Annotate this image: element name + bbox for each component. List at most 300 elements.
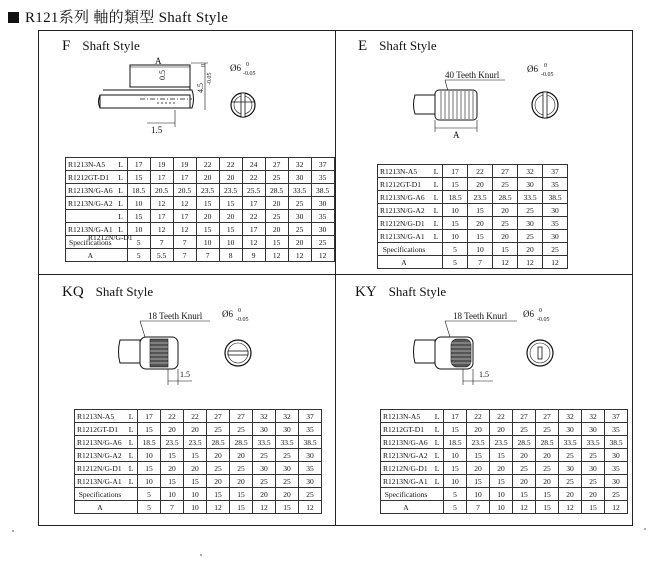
table-cell: 20 [518, 243, 543, 256]
table-cell: 20 [230, 475, 253, 488]
dim-kq-dia: Ø6 [222, 309, 233, 319]
table-cell: 20 [219, 210, 242, 223]
table-cell: 22 [468, 165, 493, 178]
table-cell: 10 [138, 475, 161, 488]
table-cell: 15 [444, 462, 467, 475]
table-cell: 5 [138, 501, 161, 514]
table-cell: 7 [150, 236, 173, 249]
scan-speck [644, 528, 646, 530]
row-unit [115, 249, 128, 262]
table-cell: 12 [518, 256, 543, 269]
table-cell: 32 [518, 165, 543, 178]
table-row [381, 449, 628, 462]
table-cell: 35 [299, 423, 322, 436]
table-cell: 15 [161, 475, 184, 488]
row-label-text: Specifications [69, 237, 112, 247]
table-cell: 15 [127, 210, 150, 223]
panel-kq-title [62, 284, 153, 301]
table-row [378, 204, 568, 217]
table-cell: 25 [230, 423, 253, 436]
table-cell: 15 [127, 171, 150, 184]
table-cell: 17 [444, 410, 467, 423]
table-cell: 10 [468, 243, 493, 256]
table-cell: 33.5 [288, 184, 311, 197]
table-kq [74, 409, 322, 514]
table-row [75, 501, 322, 514]
table-cell: 25 [559, 475, 582, 488]
table-cell: 25 [518, 230, 543, 243]
table-cell: 10 [443, 204, 468, 217]
table-cell: 10 [443, 230, 468, 243]
dim-f-len-tol-top: 0 [201, 64, 207, 67]
table-row [378, 191, 568, 204]
table-cell: 15 [138, 423, 161, 436]
row-label [66, 233, 133, 249]
row-label: R1213N/G-A1 [381, 475, 432, 488]
row-label: R1213N/G-A6 [75, 436, 126, 449]
table-row [378, 165, 568, 178]
table-cell: 18.5 [138, 436, 161, 449]
table-cell: 25 [536, 462, 559, 475]
dim-ky-dia: Ø6 [523, 309, 534, 319]
table-cell: 5 [443, 243, 468, 256]
table-cell: 35 [299, 462, 322, 475]
table-cell: 25 [605, 488, 628, 501]
square-bullet-icon [8, 12, 19, 23]
table-cell: 35 [311, 171, 334, 184]
panel-f-title-text: Shaft Style [82, 38, 140, 53]
table-cell: 23.5 [184, 436, 207, 449]
table-cell: 10 [490, 501, 513, 514]
table-row [75, 449, 322, 462]
panel-e-code: E [358, 38, 368, 54]
row-unit: L [115, 171, 128, 184]
table-cell: 7 [467, 501, 490, 514]
table-cell: 10 [161, 488, 184, 501]
table-cell: 12 [265, 249, 288, 262]
row-unit: L [430, 165, 443, 178]
table-cell: 22 [219, 158, 242, 171]
row-label: R1213N/G-A2 [381, 449, 432, 462]
table-cell: 10 [444, 449, 467, 462]
table-cell: 22 [242, 210, 265, 223]
table-cell: 22 [184, 410, 207, 423]
row-label: R1213N/G-A6 [66, 184, 115, 197]
dim-f-a: A [155, 56, 162, 66]
table-cell: 22 [242, 171, 265, 184]
table-cell: 10 [184, 488, 207, 501]
table-cell: 20.5 [173, 184, 196, 197]
table-cell: 27 [513, 410, 536, 423]
shaft-kq-drawing [110, 305, 280, 395]
table-cell: 15 [536, 488, 559, 501]
table-cell: 15 [276, 501, 299, 514]
panel-divider-vertical [335, 30, 336, 526]
table-cell: 15 [467, 449, 490, 462]
table-cell: 30 [299, 475, 322, 488]
table-cell: 35 [543, 178, 568, 191]
table-cell: 28.5 [207, 436, 230, 449]
table-cell: 12 [242, 236, 265, 249]
table-cell: 20 [467, 423, 490, 436]
table-cell: 20 [219, 171, 242, 184]
table-cell: 15 [468, 230, 493, 243]
table-cell: 25 [543, 243, 568, 256]
table-cell: 17 [127, 158, 150, 171]
table-cell: 25 [265, 171, 288, 184]
table-cell: 30 [582, 462, 605, 475]
row-label: R1212GT-D1 [381, 423, 432, 436]
row-label: R1213N/G-A1 [378, 230, 431, 243]
table-cell: 20 [467, 462, 490, 475]
row-label: A [66, 249, 115, 262]
table-cell: 12 [150, 223, 173, 236]
table-cell: 10 [490, 488, 513, 501]
shaft-e-drawing [405, 60, 605, 150]
row-unit: L [430, 217, 443, 230]
table-cell: 15 [230, 501, 253, 514]
table-cell: 25 [207, 462, 230, 475]
table-cell: 35 [605, 423, 628, 436]
table-cell: 7 [196, 249, 219, 262]
table-cell: 15 [196, 197, 219, 210]
row-unit: L [430, 204, 443, 217]
shaft-f-body [99, 95, 191, 108]
row-unit [430, 256, 443, 269]
table-cell: 33.5 [253, 436, 276, 449]
table-row [75, 410, 322, 423]
row-unit: L [115, 158, 128, 171]
table-cell: 25 [276, 449, 299, 462]
frame-right-border [632, 30, 633, 526]
table-cell: 12 [207, 501, 230, 514]
table-cell: 20 [536, 449, 559, 462]
dim-e-dia: Ø6 [527, 64, 538, 74]
table-row [66, 184, 335, 197]
e-knurl-label: 40 Teeth Knurl [445, 70, 500, 80]
row-unit: L [115, 223, 128, 236]
table-cell: 30 [518, 217, 543, 230]
row-label: R1213N-A5 [381, 410, 432, 423]
shaft-f-drawing [95, 55, 315, 145]
row-label: R1212GT-D1 [75, 423, 126, 436]
table-cell: 35 [605, 462, 628, 475]
table-cell: 25 [536, 423, 559, 436]
dim-f-flat: 1.5 [151, 125, 163, 135]
table-cell: 28.5 [265, 184, 288, 197]
table-cell: 22 [490, 410, 513, 423]
table-cell: 25 [265, 210, 288, 223]
table-cell: 25 [230, 462, 253, 475]
table-cell: 25 [559, 449, 582, 462]
table-cell: 5 [138, 488, 161, 501]
panel-e-title-text: Shaft Style [379, 38, 437, 53]
row-unit: L [125, 436, 138, 449]
table-cell: 12 [253, 501, 276, 514]
row-label: R1212GT-D1 [378, 178, 431, 191]
row-label: R1213N-A5 [66, 158, 115, 171]
table-cell: 12 [543, 256, 568, 269]
table-cell: 25 [288, 223, 311, 236]
row-label: A [75, 501, 126, 514]
dim-kq-dia-tol-bot: -0.05 [236, 317, 249, 323]
row-label: R1212N/G-D1 [75, 462, 126, 475]
dim-f-len-tol: -0.05 [207, 72, 213, 85]
shaft-ky-drawing [405, 305, 575, 395]
page-title-text: R121系列 軸的類型 Shaft Style [25, 10, 229, 26]
table-row [378, 230, 568, 243]
table-cell: 17 [150, 210, 173, 223]
table-row [75, 475, 322, 488]
table-cell: 10 [444, 475, 467, 488]
table-cell: 20 [559, 488, 582, 501]
table-cell: 20 [513, 449, 536, 462]
row-label: R1213N/G-A2 [378, 204, 431, 217]
shaft-f-flat-outline [103, 65, 190, 90]
table-cell: 20 [265, 223, 288, 236]
table-cell: 30 [518, 178, 543, 191]
table-f [65, 157, 335, 262]
table-cell: 27 [265, 158, 288, 171]
table-cell: 17 [173, 210, 196, 223]
table-row [66, 249, 335, 262]
scan-speck [200, 554, 202, 556]
row-unit: L [115, 197, 128, 210]
table-cell: 28.5 [230, 436, 253, 449]
panel-f-code: F [62, 38, 71, 54]
table-cell: 7 [173, 249, 196, 262]
dim-e-a: A [453, 130, 460, 140]
table-cell: 30 [253, 423, 276, 436]
row-label: R1213N/G-A2 [75, 449, 126, 462]
table-row [381, 501, 628, 514]
table-cell: 12 [150, 197, 173, 210]
table-cell: 30 [299, 449, 322, 462]
table-row [381, 436, 628, 449]
table-cell: 30 [311, 197, 334, 210]
table-cell: 30 [276, 423, 299, 436]
row-unit: L [431, 462, 444, 475]
table-cell: 8 [219, 249, 242, 262]
table-cell: 12 [288, 249, 311, 262]
table-cell: 27 [536, 410, 559, 423]
table-cell: 15 [536, 501, 559, 514]
row-unit: L [430, 230, 443, 243]
table-cell: 27 [230, 410, 253, 423]
table-cell: 33.5 [559, 436, 582, 449]
table-row [378, 243, 568, 256]
table-cell: 10 [467, 488, 490, 501]
panel-ky-title [355, 284, 446, 301]
row-label: Specifications [378, 243, 431, 256]
row-label: R1213N-A5 [378, 165, 431, 178]
table-cell: 30 [288, 210, 311, 223]
table-cell: 12 [493, 256, 518, 269]
table-cell: 15 [196, 223, 219, 236]
table-cell: 17 [150, 171, 173, 184]
table-ky [380, 409, 628, 514]
frame-left-border [38, 30, 39, 526]
row-unit: L [125, 462, 138, 475]
table-cell: 15 [443, 217, 468, 230]
table-row [75, 436, 322, 449]
table-cell: 38.5 [299, 436, 322, 449]
table-cell: 32 [276, 410, 299, 423]
row-label: R1213N/G-A2 [66, 197, 115, 210]
table-cell: 20 [207, 449, 230, 462]
table-cell: 30 [582, 423, 605, 436]
table-cell: 19 [173, 158, 196, 171]
row-label: R1213N/G-A1 [75, 475, 126, 488]
kq-knurl-label: 18 Teeth Knurl [148, 311, 203, 321]
row-unit: L [430, 191, 443, 204]
table-cell: 12 [173, 223, 196, 236]
table-cell: 20 [276, 488, 299, 501]
ky-knurl-label: 18 Teeth Knurl [453, 311, 508, 321]
panel-kq-code: KQ [62, 284, 84, 300]
table-cell: 25 [253, 475, 276, 488]
table-cell: 20 [513, 475, 536, 488]
table-cell: 15 [468, 204, 493, 217]
table-cell: 28.5 [536, 436, 559, 449]
table-cell: 22 [161, 410, 184, 423]
table-cell: 5 [444, 488, 467, 501]
table-cell: 20 [161, 462, 184, 475]
row-unit [430, 243, 443, 256]
table-row [75, 423, 322, 436]
table-cell: 38.5 [543, 191, 568, 204]
table-row [381, 410, 628, 423]
table-cell: 9 [242, 249, 265, 262]
table-cell: 20 [493, 204, 518, 217]
row-label: R1213N-A5 [75, 410, 126, 423]
table-cell: 23.5 [468, 191, 493, 204]
panel-e-title [358, 38, 437, 55]
row-label: R1213N/G-A6 [378, 191, 431, 204]
table-cell: 15 [184, 475, 207, 488]
dim-f-len: 4.5 [196, 83, 205, 93]
table-cell: 32 [253, 410, 276, 423]
table-cell: 12 [605, 501, 628, 514]
table-e [377, 164, 568, 269]
row-unit [431, 501, 444, 514]
table-cell: 25.5 [242, 184, 265, 197]
table-cell: 10 [138, 449, 161, 462]
table-cell: 5 [127, 249, 150, 262]
panel-kq-title-text: Shaft Style [95, 284, 154, 299]
table-row [75, 488, 322, 501]
table-cell: 25 [582, 449, 605, 462]
table-cell: 20 [468, 178, 493, 191]
row-unit [125, 488, 138, 501]
table-cell: 38.5 [605, 436, 628, 449]
table-cell: 15 [207, 488, 230, 501]
row-label: R1213N/G-A1 [66, 223, 115, 236]
row-label: R1212N/G-D1 [381, 462, 432, 475]
row-unit: L [431, 449, 444, 462]
table-cell: 15 [513, 488, 536, 501]
row-unit: L [125, 475, 138, 488]
table-row [75, 462, 322, 475]
table-row [378, 217, 568, 230]
table-cell: 17 [242, 223, 265, 236]
table-cell: 20 [230, 449, 253, 462]
table-cell: 15 [161, 449, 184, 462]
table-cell: 15 [265, 236, 288, 249]
table-cell: 18.5 [127, 184, 150, 197]
dim-ky-dia-tol-top: 0 [539, 308, 542, 314]
table-cell: 20 [253, 488, 276, 501]
dim-e-dia-tol-bot: -0.05 [541, 72, 554, 78]
table-cell: 5 [127, 236, 150, 249]
table-cell: 15 [490, 475, 513, 488]
table-cell: 15 [138, 462, 161, 475]
table-cell: 17 [173, 171, 196, 184]
row-unit: L [125, 410, 138, 423]
row-unit: L [431, 475, 444, 488]
table-cell: 10 [127, 197, 150, 210]
table-cell: 30 [253, 462, 276, 475]
table-cell: 25 [253, 449, 276, 462]
table-cell: 23.5 [467, 436, 490, 449]
table-cell: 28.5 [513, 436, 536, 449]
table-cell: 30 [288, 171, 311, 184]
scan-speck [12, 530, 14, 532]
table-cell: 15 [582, 501, 605, 514]
table-cell: 30 [311, 223, 334, 236]
table-row [66, 171, 335, 184]
table-cell: 10 [219, 236, 242, 249]
table-cell: 30 [559, 462, 582, 475]
table-cell: 20 [265, 197, 288, 210]
table-cell: 20 [288, 236, 311, 249]
table-cell: 23.5 [196, 184, 219, 197]
table-cell: 25 [207, 423, 230, 436]
table-cell: 30 [605, 449, 628, 462]
table-cell: 37 [605, 410, 628, 423]
table-cell: 32 [288, 158, 311, 171]
table-row [378, 178, 568, 191]
table-cell: 5.5 [150, 249, 173, 262]
panel-ky-code: KY [355, 284, 377, 300]
table-cell: 33.5 [582, 436, 605, 449]
table-cell: 20 [196, 171, 219, 184]
table-row [381, 462, 628, 475]
row-label: R1212N/G-D1 [378, 217, 431, 230]
table-cell: 15 [219, 223, 242, 236]
row-label [66, 210, 115, 223]
table-cell: 25 [582, 475, 605, 488]
table-cell: 27 [493, 165, 518, 178]
row-unit: L [431, 410, 444, 423]
table-cell: 17 [242, 197, 265, 210]
row-unit: L [125, 449, 138, 462]
table-row [66, 236, 335, 249]
row-unit: L [115, 210, 128, 223]
table-cell: 10 [127, 223, 150, 236]
table-cell: 18.5 [443, 191, 468, 204]
table-cell: 20 [184, 423, 207, 436]
table-cell: 20 [184, 462, 207, 475]
table-cell: 25 [311, 236, 334, 249]
table-row [66, 210, 335, 223]
table-cell: 12 [513, 501, 536, 514]
table-cell: 12 [311, 249, 334, 262]
table-cell: 5 [444, 501, 467, 514]
table-cell: 25 [513, 423, 536, 436]
dim-ky-dia-tol-bot: -0.05 [537, 317, 550, 323]
table-row [378, 256, 568, 269]
